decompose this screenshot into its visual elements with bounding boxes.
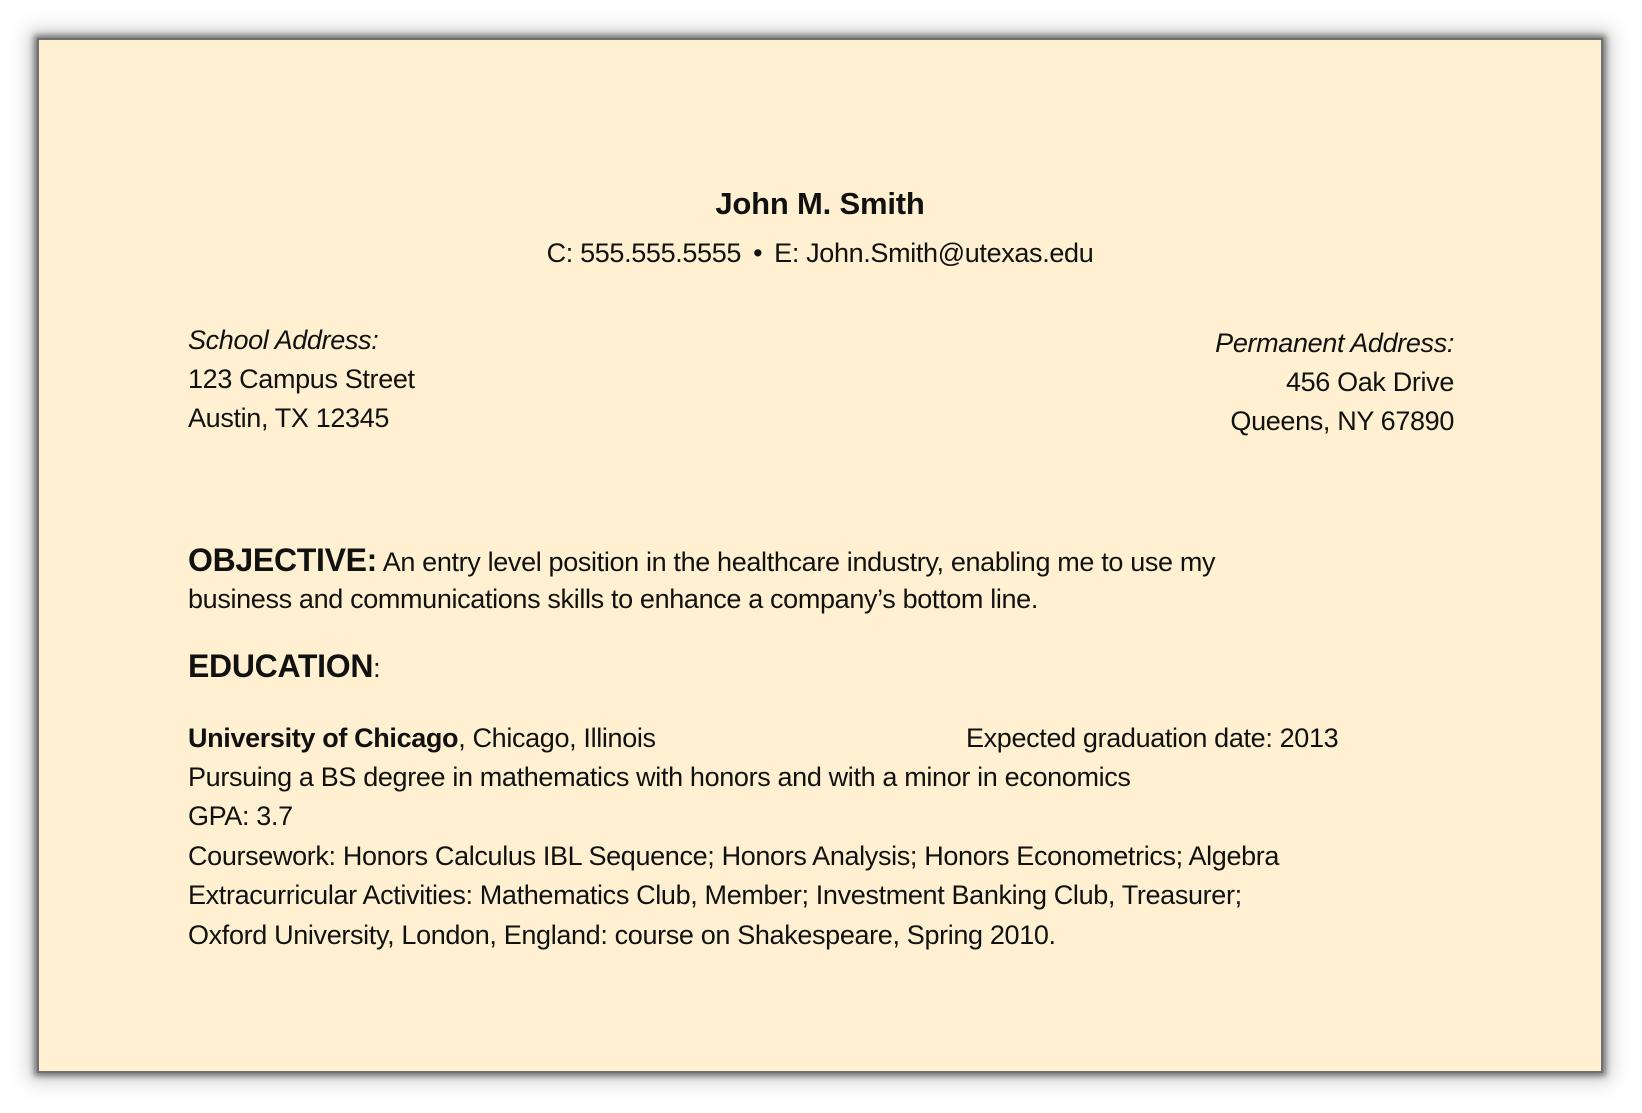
education-heading: EDUCATION bbox=[188, 648, 374, 684]
contact-line bbox=[39, 236, 1601, 270]
objective-text-1: An entry level position in the healthcare industry, enabling me to use my bbox=[377, 547, 1216, 577]
objective-heading: OBJECTIVE: bbox=[188, 542, 378, 578]
gpa-line: GPA: 3.7 bbox=[188, 801, 293, 831]
email-address: E: John.Smith@utexas.edu bbox=[774, 238, 1094, 268]
candidate-name: John M. Smith bbox=[715, 186, 925, 221]
school-location: , Chicago, Illinois bbox=[458, 723, 656, 753]
study-abroad-line: Oxford University, London, England: course on Shakespeare, Spring 2010. bbox=[188, 920, 1056, 950]
graduation-date: Expected graduation date: 2013 bbox=[966, 723, 1339, 753]
education-heading-colon: : bbox=[373, 653, 381, 683]
phone-number: C: 555.555.5555 bbox=[546, 238, 742, 268]
coursework-line: Coursework: Honors Calculus IBL Sequence; Honors Analysis; Honors Econometrics; Algebra bbox=[188, 841, 1280, 871]
school-name: University of Chicago bbox=[188, 723, 459, 753]
education-heading-line bbox=[188, 649, 380, 685]
school-address-label: School Address: bbox=[188, 325, 379, 355]
school-address-line1: 123 Campus Street bbox=[188, 364, 415, 394]
permanent-address-label: Permanent Address: bbox=[1215, 328, 1454, 358]
objective-line1 bbox=[188, 543, 1215, 579]
education-school-line bbox=[188, 721, 656, 755]
bullet-separator: • bbox=[753, 238, 763, 268]
degree-line: Pursuing a BS degree in mathematics with honors and with a minor in economics bbox=[188, 762, 1131, 792]
extracurricular-line: Extracurricular Activities: Mathematics Club, Member; Investment Banking Club, Treasurer; bbox=[188, 880, 1242, 910]
objective-line2: business and communications skills to enhance a company’s bottom line. bbox=[188, 584, 1038, 614]
permanent-address-line2: Queens, NY 67890 bbox=[1230, 406, 1454, 436]
resume-page bbox=[39, 40, 1601, 1071]
permanent-address-line1: 456 Oak Drive bbox=[1285, 367, 1454, 397]
school-address-line2: Austin, TX 12345 bbox=[188, 403, 390, 433]
